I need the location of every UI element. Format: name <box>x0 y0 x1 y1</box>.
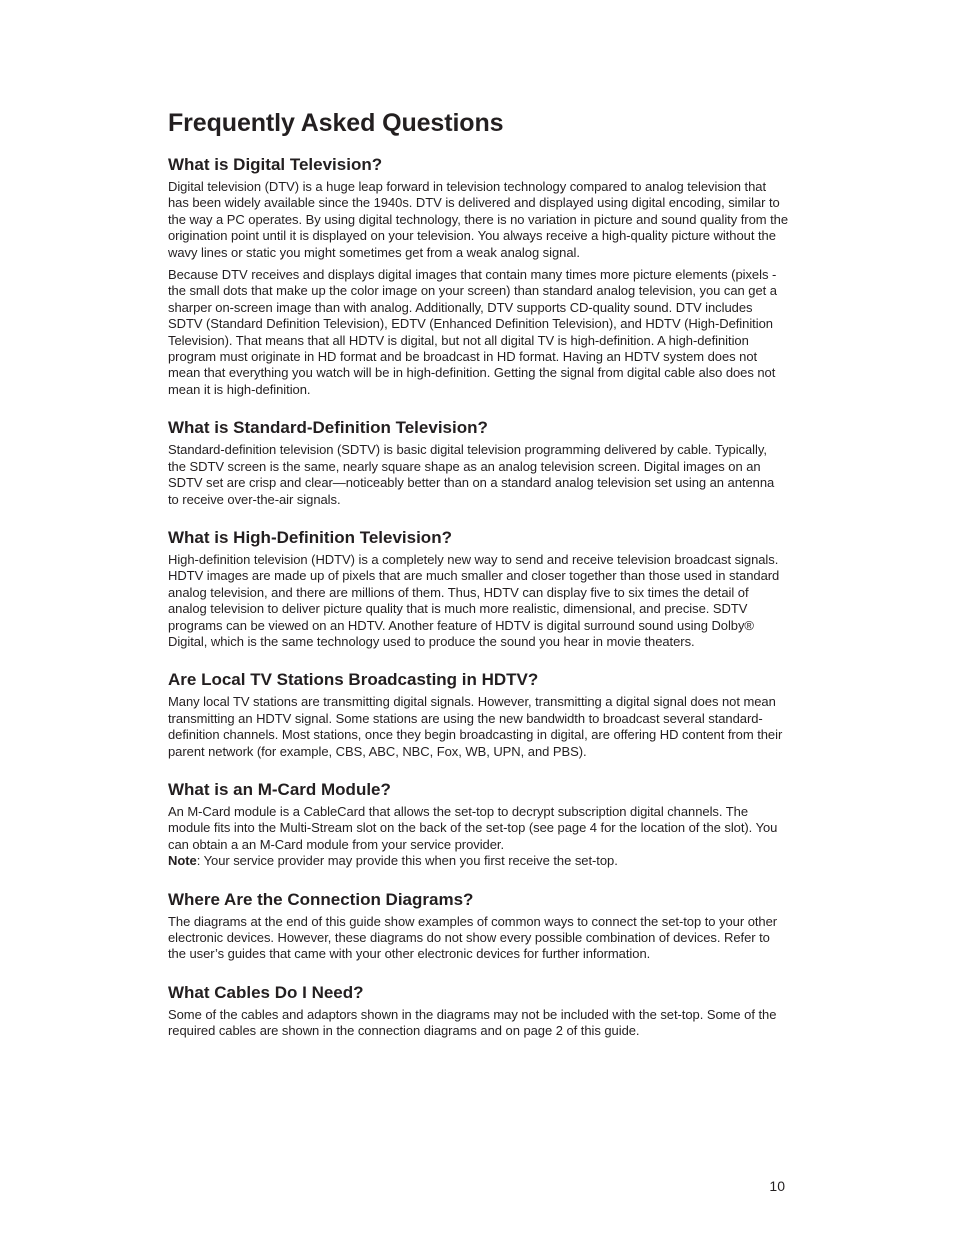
section-heading: What Cables Do I Need? <box>168 982 364 1002</box>
note-text: : Your service provider may provide this when you first receive the set-top. <box>196 853 618 869</box>
faq-section-sdtv <box>168 417 788 508</box>
section-paragraph: Because DTV receives and displays digital images that contain many times more picture elements (pixels - the small dots that make up the color image on your screen) than standard analog television, you can get a sharper on-screen image than with analog. Additionally, DTV supports CD-quality sound. DTV includes SDTV (Standard Definition Television), EDTV (Enhanced Definition Television), and HDTV (High-Definition Television). That means that all HDTV is digital, but not all digital TV is high-definition. A high-definition program must originate in HD format and be broadcast in HD format. Having an HDTV system does not mean that everything you watch will be in high-definition. Getting the signal from digital cable also does not mean it is high-definition. <box>168 267 777 397</box>
section-heading: What is Digital Television? <box>168 155 383 174</box>
faq-section-m-card <box>168 779 788 870</box>
document-page <box>168 107 788 1059</box>
faq-section-hdtv <box>168 527 788 650</box>
section-paragraph: High-definition television (HDTV) is a completely new way to send and receive television broadcast signals. HDTV images are made up of pixels that are much smaller and closer together than those used in standard analog television, and there are millions of them. Thus, HDTV can display five to six times the detail of analog television to deliver picture quality that is much more realistic, dimensional, and precise. SDTV programs can be viewed on an HDTV. Another feature of HDTV is digital surround sound using Dolby® Digital, which is the same technology used to produce the sound you hear in movie theaters. <box>168 551 780 649</box>
section-paragraph: Standard-definition television (SDTV) is basic digital television programming delivered by cable. Typically, the SDTV screen is the same, nearly square shape as an analog television screen. Digital images on an SDTV set are crisp and clear—noticeably better than on a standard analog television set using an antenna to receive over-the-air signals. <box>168 442 775 507</box>
faq-section-cables <box>168 982 788 1040</box>
note-paragraph <box>168 853 788 869</box>
page-number: 10 <box>769 1178 785 1194</box>
section-heading: Are Local TV Stations Broadcasting in HDTV? <box>168 670 539 690</box>
section-heading: Where Are the Connection Diagrams? <box>168 889 474 909</box>
faq-section-digital-tv <box>168 154 788 398</box>
section-heading: What is an M-Card Module? <box>168 779 391 799</box>
note-label: Note <box>168 853 197 869</box>
section-paragraph: The diagrams at the end of this guide show examples of common ways to connect the set-top to your other electronic devices. However, these diagrams do not show every possible combination of devices. Refer to the user’s guides that came with your other electronic devices for further information. <box>168 913 778 962</box>
note-line <box>168 853 788 869</box>
section-heading: What is Standard-Definition Television? <box>168 418 488 438</box>
section-paragraph: Digital television (DTV) is a huge leap forward in television technology compared to analog television that has been widely available since the 1940s. DTV is delivered and displayed using digital encoding, similar to the way a PC operates. By using digital technology, there is no variation in picture and sound quality from the origination point until it is displayed on your television. You always receive a high-quality picture without the wavy lines or static you might sometimes get from a weak analog signal. <box>168 179 789 260</box>
faq-section-connection-diagrams <box>168 889 788 963</box>
section-heading: What is High-Definition Television? <box>168 527 452 547</box>
section-paragraph: An M-Card module is a CableCard that allows the set-top to decrypt subscription digital channels. The module fits into the Multi-Stream slot on the back of the set-top (see page 4 for the location of the slot). You can obtain a an M-Card module from your service provider. <box>168 803 778 852</box>
faq-section-local-stations <box>168 669 788 760</box>
page-title: Frequently Asked Questions <box>168 109 504 137</box>
section-paragraph: Some of the cables and adaptors shown in the diagrams may not be included with the set-top. Some of the required cables are shown in the connection diagrams and on page 2 of this guide. <box>168 1006 777 1039</box>
section-paragraph: Many local TV stations are transmitting digital signals. However, transmitting a digital signal does not mean transmitting an HDTV signal. Some stations are using the new bandwidth to broadcast several standard-definition channels. Most stations, once they begin broadcasting in digital, are offering HD content from their parent network (for example, CBS, ABC, NBC, Fox, WB, UPN, and PBS). <box>168 694 783 759</box>
